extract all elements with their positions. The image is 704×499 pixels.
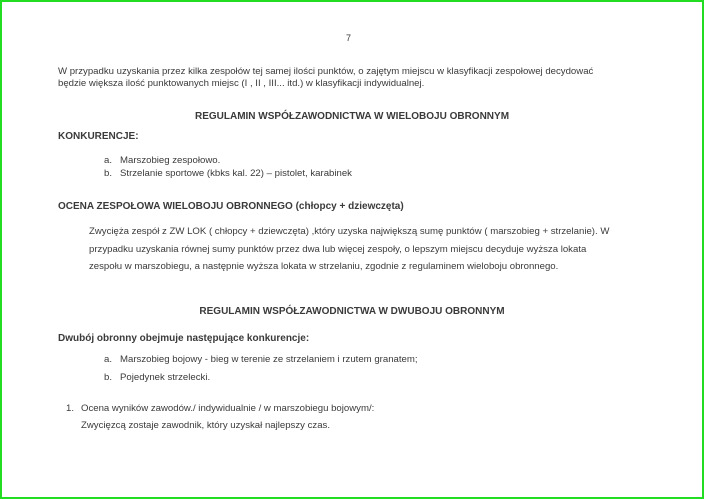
- list-item: b. Pojedynek strzelecki.: [104, 371, 211, 383]
- intro-line-2: będzie większa ilość punktowanych miejsc (I , II , III... itd.) w klasyfikacji indywidualnej.: [58, 78, 425, 89]
- section1-title-wrap: [2, 111, 702, 122]
- list-item: a. Marszobieg zespołowo.: [104, 155, 221, 166]
- section2-title-wrap: [2, 306, 702, 317]
- numbered-item-marker: 1.: [66, 403, 75, 414]
- numbered-item-text: Ocena wyników zawodów./ indywidualnie / w marszobiegu bojowym/:: [81, 403, 375, 414]
- intro-paragraph: [58, 66, 593, 90]
- assessment-paragraph: [89, 223, 609, 276]
- page-number: 7: [346, 33, 352, 43]
- numbered-item: [66, 403, 374, 415]
- section1-list: [104, 154, 352, 180]
- section1-title: REGULAMIN WSPÓŁZAWODNICTWA W WIELOBOJU OBRONNYM: [194, 111, 510, 122]
- list-item: a. Marszobieg bojowy - bieg w terenie ze strzelaniem i rzutem granatem;: [104, 354, 418, 365]
- assessment-line-3: zespołu w marszobiegu, a następnie wyższa lokata w strzelaniu, zgodnie z regulaminem wieloboju obronnego.: [89, 261, 559, 272]
- section2-subheading: Dwubój obronny obejmuje następujące konkurencje:: [58, 333, 310, 344]
- assessment-heading: OCENA ZESPOŁOWA WIELOBOJU OBRONNEGO (chłopcy + dziewczęta): [58, 201, 404, 212]
- section2-title: REGULAMIN WSPÓŁZAWODNICTWA W DWUBOJU OBRONNYM: [199, 306, 505, 317]
- section2-list: [104, 351, 418, 386]
- assessment-line-1: Zwycięża zespół z ZW LOK ( chłopcy + dziewczęta) ,który uzyska największą sumę punktów ( marszobieg + strzelanie). W: [89, 226, 610, 237]
- section1-subheading: KONKURENCJE:: [58, 131, 139, 142]
- numbered-item-detail: Zwycięzcą zostaje zawodnik, który uzyskał najlepszy czas.: [81, 420, 330, 431]
- assessment-line-2: przypadku uzyskania równej sumy punktów przez dwa lub więcej zespoły, o lepszym miejscu decyduje wyższa lokata: [89, 243, 587, 255]
- intro-line-1: W przypadku uzyskania przez kilka zespołów tej samej ilości punktów, o zajętym miejscu w klasyfikacji zespołowej decydować: [58, 66, 594, 77]
- list-item: b. Strzelanie sportowe (kbks kal. 22) – pistolet, karabinek: [104, 168, 352, 179]
